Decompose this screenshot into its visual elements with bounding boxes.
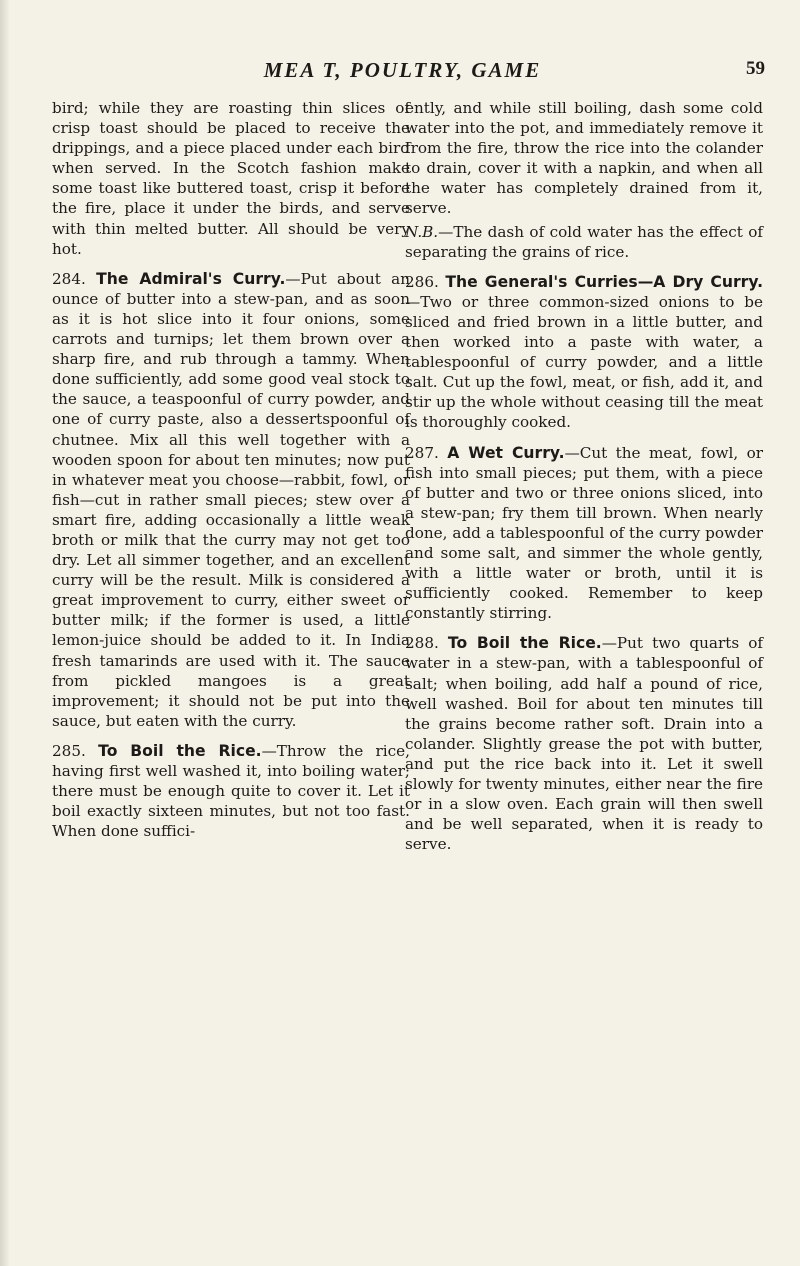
- recipe-title: To Boil the Rice.: [447, 634, 602, 653]
- page-number: 59: [746, 58, 765, 79]
- running-title: MEA T, POULTRY, GAME: [263, 58, 542, 82]
- nota-bene: N.B.—The dash of cold water has the effect of separating the grains of rice.: [405, 222, 763, 261]
- recipe-number: 288.: [405, 634, 439, 653]
- nb-body: The dash of cold water has the effect of separating the grains of rice.: [405, 222, 763, 261]
- running-header: [40, 58, 765, 86]
- recipe-287: 287. A Wet Curry.—Cut the meat, fowl, or fish into small pieces; put them, with a piece of butter and two or three onions sliced, into a stew-pan; fry them till brown. When nearly done, add a tablespoonful of the curry powder and some salt, and simmer the whole gently, with a little water or broth, until it is sufficiently cooked. Remember to keep constantly stirring.: [405, 443, 763, 623]
- recipe-number: 284.: [52, 269, 86, 288]
- recipe-number: 286.: [405, 272, 439, 291]
- recipe-body: Two or three common-sized onions to be sliced and fried brown in a little butter, and then worked into a paste with water, a tablespoonful of curry powder, and a little salt. Cut up the fowl, meat, or fish, add it, and stir up the whole without ceasing till the meat is thoroughly cooked.: [405, 292, 763, 432]
- recipe-title: To Boil the Rice.: [98, 741, 262, 760]
- recipe-body: Cut the meat, fowl, or fish into small pieces; put them, with a piece of butter and two or three onions sliced, into a stew-pan; fry them till brown. When nearly done, add a tablespoonful of the curry powder and some salt, and simmer the whole gently, with a little water or broth, until it is sufficiently cooked. Remember to keep constantly stirring.: [405, 443, 763, 623]
- recipe-286: 286. The General's Curries—A Dry Curry.—Two or three common-sized onions to be sliced and fried brown in a little butter, and then worked into a paste with water, a tablespoonful of curry powder, and a little salt. Cut up the fowl, meat, or fish, add it, and stir up the whole without ceasing till the meat is thoroughly cooked.: [405, 272, 764, 432]
- left-column: [52, 98, 410, 844]
- nb-label: N.B.: [405, 222, 439, 241]
- recipe-body: Put two quarts of water in a stew-pan, with a tablespoonful of salt; when boiling, add half a pound of rice, well washed. Boil for about ten minutes till the grains become rather soft. Drain into a colander. Slightly grease the pot with butter, and put the rice back into it. Let it swell slowly for twenty minutes, either near the fire or in a slow oven. Each grain will then swell and be well separated, when it is ready to serve.: [405, 634, 763, 854]
- right-column: [405, 98, 763, 857]
- recipe-title: The Admiral's Curry.: [96, 269, 286, 288]
- recipe-body: Put about an ounce of butter into a stew-pan, and as soon as it is hot slice into it four onions, some carrots and turnips; let them brown over a sharp fire, and rub through a tammy. When done sufficiently, add some good veal stock to the sauce, a teaspoonful of curry powder, and one of curry paste, also a dessertspoonful of chutnee. Mix all this well together with a wooden spoon for about ten minutes; now put in whatever meat you choose—rabbit, fowl, or fish—cut in rather small pieces; stew over a smart fire, adding occasionally a little weak broth or milk that the curry may not get too dry. Let all simmer together, and an excellent curry will be the result. Milk is considered a great improvement to curry, either sweet or butter milk; if the former is used, a little lemon-juice should be added to it. In India fresh tamarinds are used with it. The sauce from pickled mangoes is a great improvement; it should not be put into the sauce, but eaten with the curry.: [52, 269, 410, 730]
- recipe-285: 285. To Boil the Rice.—Throw the rice, having first well washed it, into boiling water; there must be enough quite to cover it. Let it boil exactly sixteen minutes, but not too fast. When done suffici-: [52, 741, 410, 841]
- recipe-284: 284. The Admiral's Curry.—Put about an ounce of butter into a stew-pan, and as soon as it is hot slice into it four onions, some carrots and turnips; let them brown over a sharp fire, and rub through a tammy. When done sufficiently, add some good veal stock to the sauce, a teaspoonful of curry powder, and one of curry paste, also a dessertspoonful of chutnee. Mix all this well together with a wooden spoon for about ten minutes; now put in whatever meat you choose—rabbit, fowl, or fish—cut in rather small pieces; stew over a smart fire, adding occasionally a little weak broth or milk that the curry may not get too dry. Let all simmer together, and an excellent curry will be the result. Milk is considered a great improvement to curry, either sweet or butter milk; if the former is used, a little lemon-juice should be added to it. In India fresh tamarinds are used with it. The sauce from pickled mangoes is a great improvement; it should not be put into the sauce, but eaten with the curry.: [52, 269, 410, 730]
- recipe-body: Throw the rice, having first well washed it, into boiling water; there must be enough quite to cover it. Let it boil exactly sixteen minutes, but not too fast. When done suffici-: [52, 741, 410, 841]
- paragraph-continued: bird; while they are roasting thin slices of crisp toast should be placed to receive the drippings, and a piece placed under each bird when served. In the Scotch fashion make some toast like buttered toast, crisp it before the fire, place it under the birds, and serve with thin melted butter. All should be very hot.: [52, 99, 410, 258]
- recipe-number: 287.: [405, 443, 439, 462]
- page-binding-shadow: [0, 0, 10, 1266]
- recipe-number: 285.: [52, 741, 86, 760]
- recipe-288: 288. To Boil the Rice.—Put two quarts of water in a stew-pan, with a tablespoonful of salt; when boiling, add half a pound of rice, well washed. Boil for about ten minutes till the grains become rather soft. Drain into a colander. Slightly grease the pot with butter, and put the rice back into it. Let it swell slowly for twenty minutes, either near the fire or in a slow oven. Each grain will then swell and be well separated, when it is ready to serve.: [405, 634, 763, 854]
- paragraph-continued: ently, and while still boiling, dash some cold water into the pot, and immediately remove it from the fire, throw the rice into the colander to drain, cover it with a napkin, and when all the water has completely drained from it, serve.: [405, 99, 763, 218]
- recipe-title: The General's Curries—A Dry Curry.: [445, 272, 764, 291]
- recipe-title: A Wet Curry.: [447, 443, 565, 462]
